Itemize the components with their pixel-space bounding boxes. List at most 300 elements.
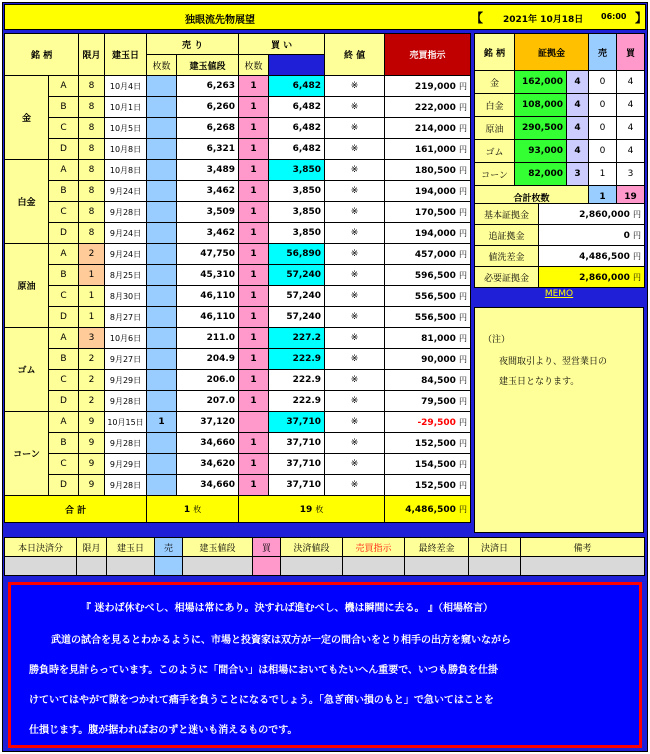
col-header-buy-count: 枚数 — [239, 55, 269, 76]
contract-month: 3 — [79, 328, 105, 349]
contract-month: 2 — [79, 391, 105, 412]
entry-price: 211.0 — [177, 328, 239, 349]
col-header-kai: 買 い — [239, 34, 325, 55]
total-label: 合 計 — [5, 496, 147, 523]
buy-count: 1 — [239, 370, 269, 391]
valuation-diff-value: 457,000 — [414, 249, 456, 260]
table-row — [5, 223, 471, 244]
position-sub: A — [49, 160, 79, 181]
valuation-diff-value: 90,000 — [421, 354, 456, 365]
contract-month: 9 — [79, 412, 105, 433]
entry-price: 3,489 — [177, 160, 239, 181]
valuation-diff — [385, 223, 471, 244]
settlement-cell-10 — [521, 557, 645, 576]
margin-total-value — [539, 225, 645, 246]
summary-margin: 108,000 — [515, 94, 567, 117]
valuation-diff-unit: 円 — [459, 459, 468, 469]
close-price: 57,240 — [269, 307, 325, 328]
memo-box — [474, 307, 644, 533]
valuation-diff — [385, 139, 471, 160]
summary-multiplier: 4 — [567, 140, 589, 163]
margin-total-row — [475, 246, 645, 267]
valuation-diff-unit: 円 — [459, 123, 468, 133]
table-row — [5, 412, 471, 433]
summary-row — [475, 94, 645, 117]
title-bar — [4, 4, 646, 30]
col-header-meigara: 銘 柄 — [5, 34, 79, 76]
close-price: 37,710 — [269, 454, 325, 475]
sell-count — [147, 286, 177, 307]
sell-count — [147, 118, 177, 139]
valuation-diff-unit: 円 — [459, 375, 468, 385]
valuation-diff-value: 154,500 — [414, 459, 456, 470]
memo-line-2: 建玉日となります。 — [499, 377, 580, 387]
proverb-line-4: 仕損じます。腹が据わればおのずと迷いも消えるものです。 — [29, 725, 298, 736]
valuation-diff-value: 81,000 — [421, 333, 456, 344]
table-row — [5, 160, 471, 181]
trade-instruction: ※ — [325, 433, 385, 454]
position-sub: C — [49, 370, 79, 391]
table-row — [5, 181, 471, 202]
trade-instruction: ※ — [325, 139, 385, 160]
entry-price: 3,462 — [177, 181, 239, 202]
trade-instruction: ※ — [325, 349, 385, 370]
close-price: 37,710 — [269, 433, 325, 454]
margin-total-row — [475, 204, 645, 225]
col-header-gengetsu: 限月 — [79, 34, 105, 76]
close-price: 227.2 — [269, 328, 325, 349]
col-header-baibai-shiji: 売買指示 — [385, 34, 471, 76]
position-sub: C — [49, 202, 79, 223]
summary-total-buy: 19 — [617, 186, 645, 209]
proverb-line-0: 『 迷わば休むべし、相場は常にあり。決すれば進むべし、機は瞬間に去る。 』（相場格言） — [81, 603, 493, 614]
summary-header-uri: 売 — [589, 34, 617, 71]
table-row — [5, 286, 471, 307]
sell-count — [147, 391, 177, 412]
summary-row — [475, 140, 645, 163]
summary-sell: 1 — [589, 163, 617, 186]
buy-count: 1 — [239, 307, 269, 328]
valuation-diff-value: 194,000 — [414, 186, 456, 197]
position-sub: B — [49, 349, 79, 370]
margin-total-label: 必要証拠金 — [475, 267, 539, 288]
total-diff-value: 4,486,500 — [405, 504, 456, 515]
summary-header-kai: 買 — [617, 34, 645, 71]
valuation-diff-unit: 円 — [459, 354, 468, 364]
valuation-diff-unit: 円 — [459, 165, 468, 175]
commodity-name: 原油 — [5, 244, 49, 328]
margin-total-number: 2,860,000 — [579, 209, 630, 220]
total-diff — [385, 496, 471, 523]
contract-month: 8 — [79, 97, 105, 118]
buy-count: 1 — [239, 97, 269, 118]
entry-date: 9月28日 — [105, 475, 147, 496]
settlement-cell-6 — [281, 557, 343, 576]
summary-margin: 82,000 — [515, 163, 567, 186]
valuation-diff-unit: 円 — [459, 81, 468, 91]
settlement-cell-0 — [5, 557, 77, 576]
col-header-tategyoku-nedan: 建玉値段 — [177, 55, 239, 76]
valuation-diff-unit: 円 — [459, 270, 468, 280]
margin-summary-table — [474, 33, 645, 209]
valuation-diff-value: 556,500 — [414, 312, 456, 323]
contract-month: 2 — [79, 244, 105, 265]
summary-margin: 162,000 — [515, 71, 567, 94]
settlement-header-9: 決済日 — [469, 538, 521, 557]
entry-price: 34,620 — [177, 454, 239, 475]
valuation-diff-value: 556,500 — [414, 291, 456, 302]
trade-instruction: ※ — [325, 307, 385, 328]
entry-price: 34,660 — [177, 433, 239, 454]
settlement-cell-4 — [183, 557, 253, 576]
entry-date: 10月1日 — [105, 97, 147, 118]
valuation-diff-value: 214,000 — [414, 123, 456, 134]
trade-instruction: ※ — [325, 118, 385, 139]
summary-sell: 0 — [589, 71, 617, 94]
margin-total-value — [539, 246, 645, 267]
settlement-header-8: 最終差金 — [405, 538, 469, 557]
settlement-header-2: 建玉日 — [107, 538, 155, 557]
summary-total-label: 合計枚数 — [475, 186, 589, 209]
valuation-diff — [385, 475, 471, 496]
trade-instruction: ※ — [325, 412, 385, 433]
col-header-owarine: 終 値 — [325, 34, 385, 76]
summary-commodity: 白金 — [475, 94, 515, 117]
contract-month: 9 — [79, 454, 105, 475]
sell-count — [147, 349, 177, 370]
buy-count: 1 — [239, 286, 269, 307]
trade-instruction: ※ — [325, 265, 385, 286]
buy-count: 1 — [239, 244, 269, 265]
buy-count: 1 — [239, 391, 269, 412]
valuation-diff — [385, 391, 471, 412]
margin-total-label: 追証拠金 — [475, 225, 539, 246]
trade-instruction: ※ — [325, 475, 385, 496]
settlement-header-10: 備考 — [521, 538, 645, 557]
valuation-diff-unit: 円 — [459, 228, 468, 238]
close-price: 222.9 — [269, 349, 325, 370]
valuation-diff-unit: 円 — [459, 291, 468, 301]
col-header-sell-count: 枚数 — [147, 55, 177, 76]
entry-price: 46,110 — [177, 286, 239, 307]
valuation-diff-unit: 円 — [459, 333, 468, 343]
contract-month: 8 — [79, 202, 105, 223]
trade-instruction: ※ — [325, 370, 385, 391]
trade-instruction: ※ — [325, 328, 385, 349]
margin-total-number: 2,860,000 — [579, 272, 630, 283]
sell-count — [147, 223, 177, 244]
contract-month: 9 — [79, 433, 105, 454]
summary-buy: 4 — [617, 94, 645, 117]
summary-buy: 4 — [617, 117, 645, 140]
entry-date: 8月25日 — [105, 265, 147, 286]
trade-instruction: ※ — [325, 76, 385, 97]
contract-month: 1 — [79, 307, 105, 328]
total-buy-count-value: 19 — [299, 504, 313, 515]
table-row — [5, 139, 471, 160]
settlement-table — [4, 537, 645, 576]
entry-price: 3,509 — [177, 202, 239, 223]
memo-link[interactable]: MEMO — [544, 289, 574, 299]
position-sub: B — [49, 265, 79, 286]
entry-price: 45,310 — [177, 265, 239, 286]
close-price: 6,482 — [269, 139, 325, 160]
margin-total-row — [475, 267, 645, 288]
sell-count — [147, 475, 177, 496]
valuation-diff — [385, 286, 471, 307]
entry-date: 9月24日 — [105, 244, 147, 265]
sell-count — [147, 181, 177, 202]
table-row — [5, 475, 471, 496]
valuation-diff-unit: 円 — [459, 102, 468, 112]
entry-price: 3,462 — [177, 223, 239, 244]
commodity-name: 金 — [5, 76, 49, 160]
trade-instruction: ※ — [325, 454, 385, 475]
valuation-diff-unit: 円 — [459, 186, 468, 196]
commodity-name: コーン — [5, 412, 49, 496]
entry-price: 37,120 — [177, 412, 239, 433]
sell-count — [147, 265, 177, 286]
valuation-diff — [385, 244, 471, 265]
summary-row — [475, 71, 645, 94]
proverb-line-3: けていてはやがて隙をつかれて痛手を負うことになるでしょう。「急ぎ商い損のもと」で急いてはことを — [29, 695, 494, 706]
entry-price: 204.9 — [177, 349, 239, 370]
valuation-diff-value: 170,500 — [414, 207, 456, 218]
table-row — [5, 118, 471, 139]
buy-count: 1 — [239, 160, 269, 181]
table-row — [5, 328, 471, 349]
contract-month: 8 — [79, 76, 105, 97]
entry-date: 10月5日 — [105, 118, 147, 139]
close-price: 57,240 — [269, 265, 325, 286]
buy-count: 1 — [239, 118, 269, 139]
summary-multiplier: 3 — [567, 163, 589, 186]
summary-sell: 0 — [589, 117, 617, 140]
settlement-cell-9 — [469, 557, 521, 576]
valuation-diff — [385, 160, 471, 181]
valuation-diff — [385, 181, 471, 202]
entry-date: 10月4日 — [105, 76, 147, 97]
valuation-diff — [385, 412, 471, 433]
entry-date: 8月27日 — [105, 307, 147, 328]
trade-instruction: ※ — [325, 181, 385, 202]
position-sub: B — [49, 433, 79, 454]
valuation-diff-value: -29,500 — [417, 417, 456, 428]
proverb-line-1: 武道の試合を見るとわかるように、市場と投資家は双方が一定の間合いをとり相手の出方を窺いながら — [51, 635, 511, 646]
sell-count — [147, 202, 177, 223]
summary-row — [475, 163, 645, 186]
positions-table — [4, 33, 471, 523]
date-bracket-open: 【 — [471, 11, 484, 25]
buy-count: 1 — [239, 223, 269, 244]
summary-multiplier: 4 — [567, 94, 589, 117]
valuation-diff-value: 161,000 — [414, 144, 456, 155]
trade-instruction: ※ — [325, 97, 385, 118]
summary-sell: 0 — [589, 94, 617, 117]
entry-date: 10月15日 — [105, 412, 147, 433]
valuation-diff-unit: 円 — [459, 480, 468, 490]
settlement-header-0: 本日決済分 — [5, 538, 77, 557]
buy-count: 1 — [239, 265, 269, 286]
trade-instruction: ※ — [325, 244, 385, 265]
position-sub: D — [49, 223, 79, 244]
table-row — [5, 307, 471, 328]
col-header-tategyokubi: 建玉日 — [105, 34, 147, 76]
sell-count — [147, 97, 177, 118]
buy-count: 1 — [239, 202, 269, 223]
entry-date: 8月30日 — [105, 286, 147, 307]
table-row — [5, 391, 471, 412]
valuation-diff-unit: 円 — [459, 438, 468, 448]
valuation-diff — [385, 328, 471, 349]
commodity-name: 白金 — [5, 160, 49, 244]
contract-month: 8 — [79, 139, 105, 160]
settlement-header-7: 売買指示 — [343, 538, 405, 557]
valuation-diff — [385, 307, 471, 328]
summary-header-shokokin: 証拠金 — [515, 34, 589, 71]
margin-total-number: 4,486,500 — [579, 251, 630, 262]
position-sub: C — [49, 118, 79, 139]
entry-date: 9月29日 — [105, 454, 147, 475]
sell-count — [147, 328, 177, 349]
table-row — [5, 244, 471, 265]
valuation-diff — [385, 118, 471, 139]
buy-count: 1 — [239, 139, 269, 160]
buy-count: 1 — [239, 349, 269, 370]
buy-count: 1 — [239, 181, 269, 202]
valuation-diff-value: 84,500 — [421, 375, 456, 386]
close-price: 6,482 — [269, 97, 325, 118]
trade-instruction: ※ — [325, 223, 385, 244]
entry-price: 47,750 — [177, 244, 239, 265]
entry-date: 10月6日 — [105, 328, 147, 349]
total-buy-count — [239, 496, 385, 523]
settlement-header-4: 建玉値段 — [183, 538, 253, 557]
date-bracket-close: 】 — [635, 11, 648, 25]
buy-count: 1 — [239, 454, 269, 475]
close-price: 37,710 — [269, 412, 325, 433]
summary-commodity: ゴム — [475, 140, 515, 163]
valuation-diff-value: 596,500 — [414, 270, 456, 281]
sell-count — [147, 433, 177, 454]
table-row — [5, 349, 471, 370]
sell-count — [147, 139, 177, 160]
close-price: 3,850 — [269, 223, 325, 244]
position-sub: D — [49, 139, 79, 160]
entry-date: 9月27日 — [105, 349, 147, 370]
table-row — [5, 454, 471, 475]
margin-total-unit: 円 — [633, 230, 641, 240]
settlement-header-5: 買 — [253, 538, 281, 557]
market-proverb-box — [8, 582, 642, 748]
entry-price: 6,321 — [177, 139, 239, 160]
col-header-uri: 売 り — [147, 34, 239, 55]
position-sub: C — [49, 286, 79, 307]
margin-total-value — [539, 267, 645, 288]
valuation-diff — [385, 76, 471, 97]
entry-date: 9月24日 — [105, 223, 147, 244]
entry-price: 6,263 — [177, 76, 239, 97]
report-date: 2021年 10月18日 — [503, 15, 584, 25]
trade-instruction: ※ — [325, 286, 385, 307]
contract-month: 2 — [79, 370, 105, 391]
settlement-cell-3 — [155, 557, 183, 576]
proverb-line-2: 勝負時を見計らっています。このように「間合い」は相場においてもたいへん重要で、いつも勝負を仕掛 — [29, 665, 498, 676]
position-sub: D — [49, 307, 79, 328]
margin-total-unit: 円 — [633, 272, 641, 282]
margin-total-label: 基本証拠金 — [475, 204, 539, 225]
valuation-diff — [385, 265, 471, 286]
sell-count — [147, 370, 177, 391]
page-title: 独眼流先物展望 — [185, 15, 255, 26]
valuation-diff-unit: 円 — [459, 207, 468, 217]
margin-total-row — [475, 225, 645, 246]
valuation-diff-unit: 円 — [459, 396, 468, 406]
valuation-diff-value: 152,500 — [414, 438, 456, 449]
entry-price: 46,110 — [177, 307, 239, 328]
close-price: 222.9 — [269, 391, 325, 412]
total-sell-count-value: 1 — [183, 504, 191, 515]
position-sub: A — [49, 412, 79, 433]
close-price: 3,850 — [269, 160, 325, 181]
summary-buy: 4 — [617, 140, 645, 163]
summary-buy: 4 — [617, 71, 645, 94]
buy-count — [239, 412, 269, 433]
position-sub: D — [49, 391, 79, 412]
entry-price: 206.0 — [177, 370, 239, 391]
valuation-diff — [385, 370, 471, 391]
sell-count — [147, 160, 177, 181]
summary-multiplier: 4 — [567, 71, 589, 94]
summary-row — [475, 117, 645, 140]
memo-line-1: 夜間取引より、翌営業日の — [499, 357, 608, 367]
entry-date: 9月28日 — [105, 391, 147, 412]
contract-month: 8 — [79, 181, 105, 202]
close-price: 222.9 — [269, 370, 325, 391]
settlement-header-3: 売 — [155, 538, 183, 557]
summary-commodity: 原油 — [475, 117, 515, 140]
valuation-diff — [385, 202, 471, 223]
valuation-diff-unit: 円 — [459, 417, 468, 427]
position-sub: A — [49, 76, 79, 97]
valuation-diff-value: 194,000 — [414, 228, 456, 239]
valuation-diff-value: 180,500 — [414, 165, 456, 176]
position-sub: D — [49, 475, 79, 496]
entry-price: 207.0 — [177, 391, 239, 412]
buy-count: 1 — [239, 433, 269, 454]
valuation-diff-unit: 円 — [459, 312, 468, 322]
margin-totals-table — [474, 203, 645, 288]
sell-count — [147, 244, 177, 265]
total-sell-count — [147, 496, 239, 523]
summary-commodity: コーン — [475, 163, 515, 186]
total-buy-unit: 枚 — [315, 504, 324, 514]
trade-instruction: ※ — [325, 160, 385, 181]
sell-count: 1 — [147, 412, 177, 433]
table-row — [5, 370, 471, 391]
settlement-cell-1 — [77, 557, 107, 576]
summary-sell: 0 — [589, 140, 617, 163]
contract-month: 8 — [79, 223, 105, 244]
close-price: 3,850 — [269, 202, 325, 223]
entry-date: 9月28日 — [105, 202, 147, 223]
valuation-diff — [385, 454, 471, 475]
memo-line-note: （注） — [483, 335, 511, 345]
close-price: 3,850 — [269, 181, 325, 202]
margin-total-number: 0 — [623, 230, 630, 241]
summary-buy: 3 — [617, 163, 645, 186]
margin-total-unit: 円 — [633, 251, 641, 261]
